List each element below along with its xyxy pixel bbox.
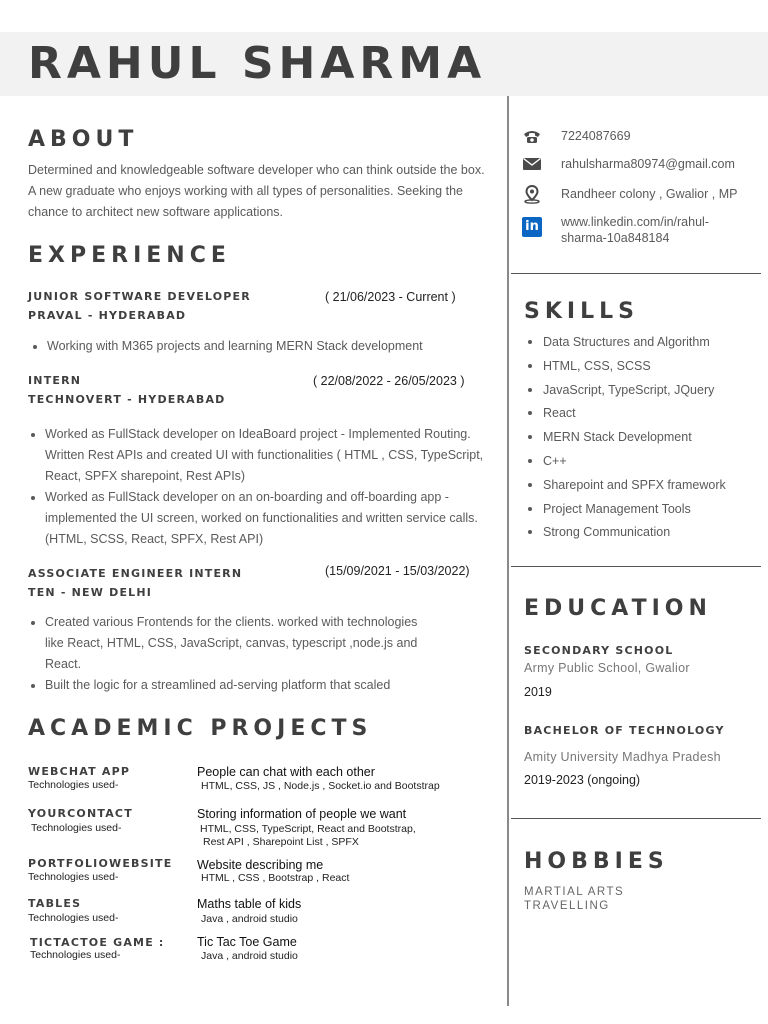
job-date: ( 22/08/2022 - 26/05/2023 ) (313, 374, 465, 388)
job-bullets (28, 424, 490, 550)
contact-address: Randheer colony , Gwalior , MP (561, 187, 738, 201)
project-technologies: HTML, CSS, JS , Node.js , Socket.io and Bootstrap (201, 780, 440, 792)
skill-item: Sharepoint and SPFX framework (525, 475, 726, 499)
project-name: WEBCHAT APP (28, 765, 131, 778)
job-bullets (30, 336, 490, 357)
project-description: Tic Tac Toe Game (197, 935, 297, 949)
skill-item: HTML, CSS, SCSS (525, 356, 726, 380)
location-pin-icon (522, 184, 542, 204)
project-technologies: Java , android studio (201, 913, 298, 925)
list-item: Worked as FullStack developer on an on-boarding and off-boarding app - implemented the UI screen, worked on functionalities and written service calls. (HTML, SCSS, React, SPFX, Rest API) (28, 487, 490, 550)
project-technologies: HTML, CSS, TypeScript, React and Bootstrap, (200, 823, 416, 835)
list-item: Worked as FullStack developer on IdeaBoard project - Implemented Routing. Written Rest APIs and created UI with functionalities ( HTML , CSS, TypeScript, React, SPFX sharepoint, Rest APIs) (28, 424, 490, 487)
project-technologies: Java , android studio (201, 950, 298, 962)
section-divider (511, 273, 761, 274)
section-divider (511, 566, 761, 567)
job-company: PRAVAL - HYDERABAD (28, 309, 187, 322)
education-degree: BACHELOR OF TECHNOLOGY (524, 724, 725, 737)
about-title: ABOUT (28, 127, 139, 152)
education-year: 2019-2023 (ongoing) (524, 773, 641, 787)
project-tech-label: Technologies used- (31, 822, 122, 834)
job-bullets (28, 612, 438, 696)
job-role: ASSOCIATE ENGINEER INTERN (28, 567, 243, 580)
linkedin-url-line2[interactable]: sharma-10a848184 (561, 231, 670, 245)
project-tech-label: Technologies used- (30, 949, 121, 961)
job-company: TECHNOVERT - HYDERABAD (28, 393, 226, 406)
column-divider (507, 96, 509, 1006)
mail-icon (522, 154, 542, 174)
project-name: YOURCONTACT (28, 807, 133, 820)
candidate-name: RAHUL SHARMA (28, 38, 487, 89)
education-year: 2019 (524, 685, 552, 699)
linkedin-icon: in (522, 217, 542, 237)
project-technologies: HTML , CSS , Bootstrap , React (201, 872, 350, 884)
job-date: ( 21/06/2023 - Current ) (325, 290, 456, 304)
list-item: Working with M365 projects and learning MERN Stack development (30, 336, 490, 357)
skill-item: C++ (525, 451, 726, 475)
project-tech-label: Technologies used- (28, 871, 119, 883)
list-item: Created various Frontends for the clients. worked with technologies like React, HTML, CSS, JavaScript, canvas, typescript ,node.js and React. (28, 612, 438, 675)
hobby-item: TRAVELLING (524, 900, 610, 912)
education-degree: SECONDARY SCHOOL (524, 644, 674, 657)
experience-title: EXPERIENCE (28, 243, 231, 268)
project-name: TICTACTOE GAME : (30, 936, 165, 949)
skill-item: JavaScript, TypeScript, JQuery (525, 380, 726, 404)
education-institution: Amity University Madhya Pradesh (524, 750, 721, 764)
skill-item: React (525, 403, 726, 427)
job-date: (15/09/2021 - 15/03/2022) (325, 564, 470, 578)
hobby-item: MARTIAL ARTS (524, 886, 625, 898)
job-company: TEN - NEW DELHI (28, 586, 153, 599)
project-description: Website describing me (197, 858, 324, 872)
linkedin-url-line1[interactable]: www.linkedin.com/in/rahul- (561, 215, 709, 229)
skill-item: Strong Communication (525, 522, 726, 546)
skills-title: SKILLS (524, 299, 639, 324)
project-description: Maths table of kids (197, 897, 302, 911)
project-description: People can chat with each other (197, 765, 375, 779)
education-institution: Army Public School, Gwalior (524, 661, 690, 675)
section-divider (511, 818, 761, 819)
job-role: JUNIOR SOFTWARE DEVELOPER (28, 290, 251, 303)
project-technologies-cont: Rest API , Sharepoint List , SPFX (203, 836, 359, 848)
job-role: INTERN (28, 374, 82, 387)
skill-item: MERN Stack Development (525, 427, 726, 451)
about-text: Determined and knowledgeable software developer who can think outside the box. A new graduate who enjoys working with all types of personalities. Seeking the chance to architect new software applications. (28, 163, 485, 219)
project-description: Storing information of people we want (197, 807, 407, 821)
projects-title: ACADEMIC PROJECTS (28, 716, 373, 741)
skill-item: Project Management Tools (525, 499, 726, 523)
project-tech-label: Technologies used- (28, 912, 119, 924)
contact-email[interactable]: rahulsharma80974@gmail.com (561, 157, 735, 171)
project-tech-label: Technologies used- (28, 779, 119, 791)
skill-item: Data Structures and Algorithm (525, 332, 726, 356)
phone-icon (522, 127, 542, 147)
education-title: EDUCATION (524, 596, 712, 621)
hobbies-title: HOBBIES (524, 849, 669, 874)
skills-list (525, 332, 726, 546)
contact-phone[interactable]: 7224087669 (561, 129, 631, 143)
project-name: PORTFOLIOWEBSITE (28, 857, 173, 870)
contact-linkedin[interactable] (561, 214, 709, 246)
list-item: Built the logic for a streamlined ad-serving platform that scaled (28, 675, 488, 696)
project-name: TABLES (28, 897, 82, 910)
